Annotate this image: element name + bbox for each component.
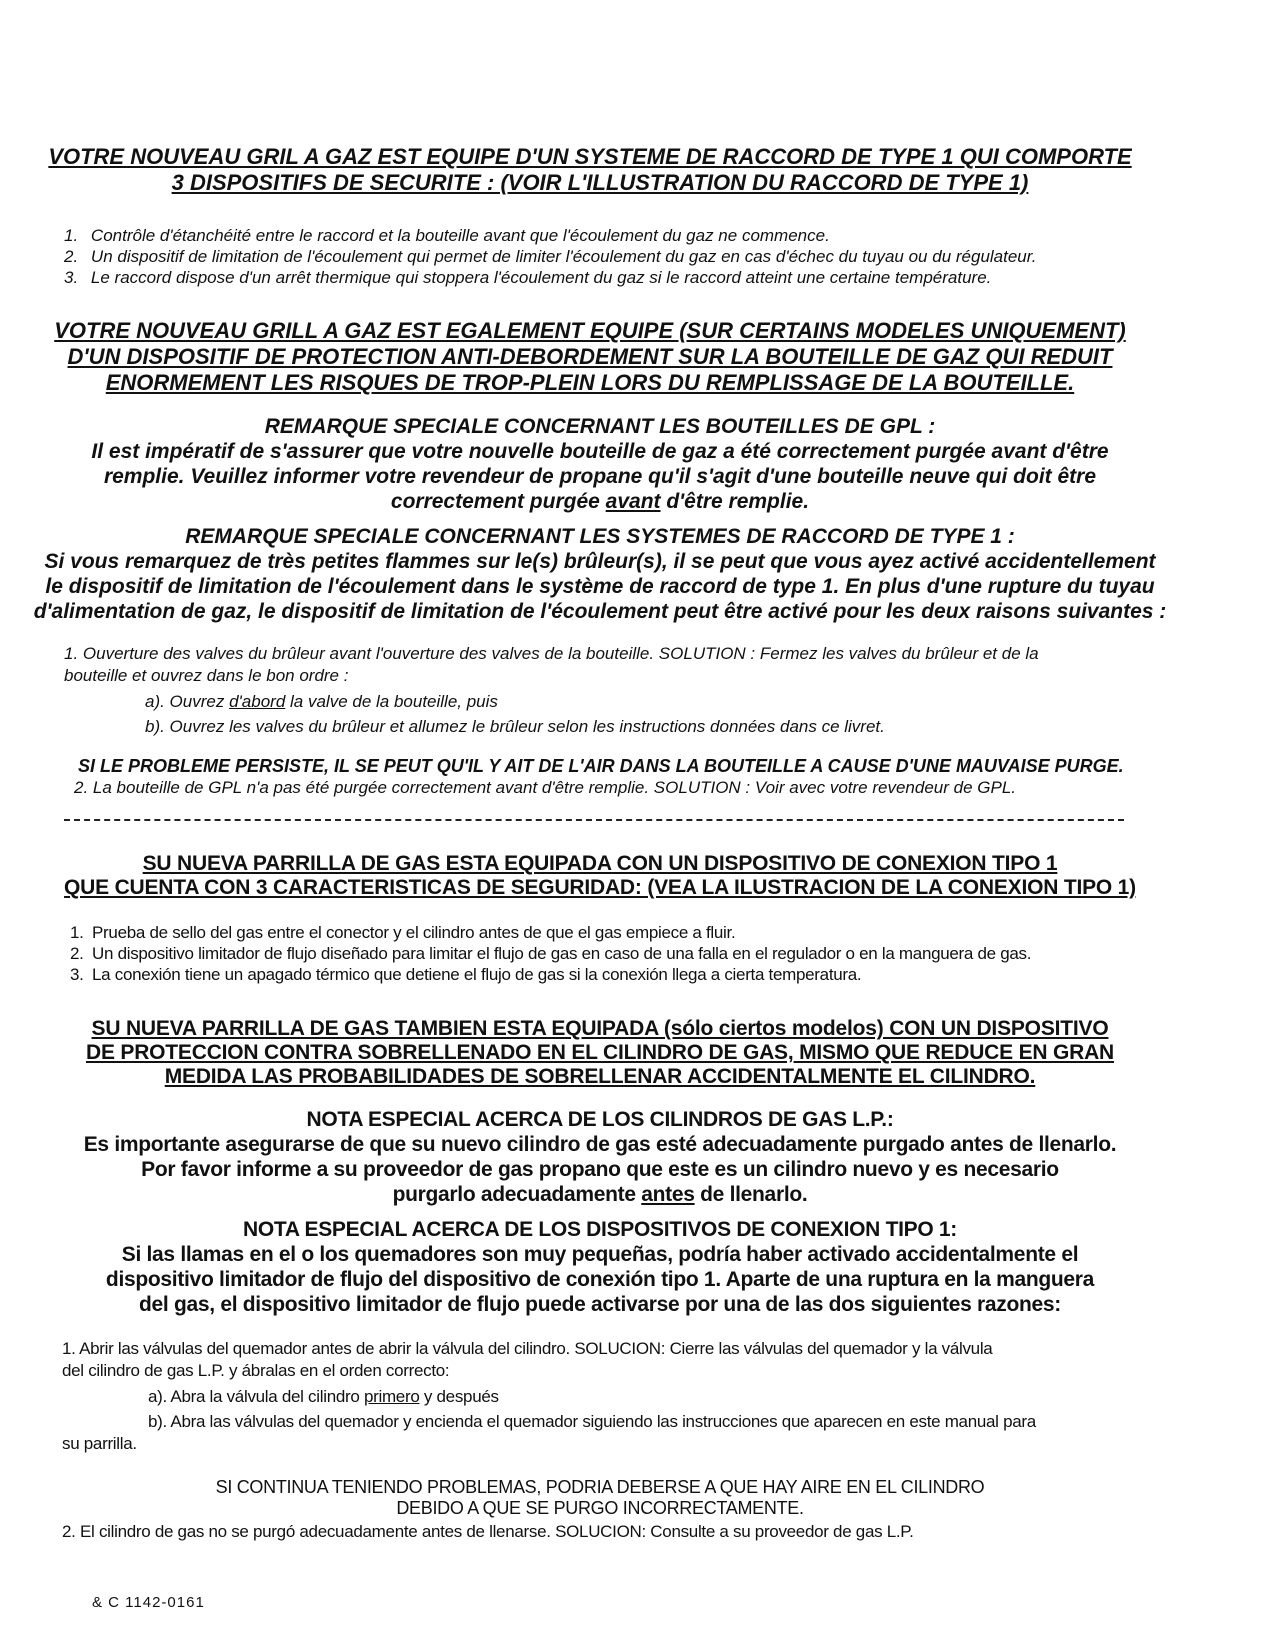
fr-heading-line-1: VOTRE NOUVEAU GRIL A GAZ EST EQUIPE D'UN SYSTEME DE RACCORD DE TYPE 1 QUI COMPORTE [48, 144, 1132, 169]
es-heading2-line-1: SU NUEVA PARRILLA DE GAS TAMBIEN ESTA EQUIPADA (sólo ciertos modelos) CON UN DISPOSITIVO [91, 1017, 1109, 1040]
es-nota1-title: NOTA ESPECIAL ACERCA DE LOS CILINDROS DE GAS L.P.: [306, 1108, 894, 1131]
list-number: 3. [64, 268, 79, 287]
es-step-b: b). Abra las válvulas del quemador y encienda el quemador siguiendo las instrucciones que aparecen en este manual para [148, 1412, 1036, 1431]
emphasis-primero: primero [363, 1387, 420, 1406]
fr-remark1-line: remplie. Veuillez informer votre revendeur de propane qu'il s'agit d'une bouteille neuve qui doit être [103, 465, 1097, 488]
list-number: 3. [70, 965, 84, 984]
es-continua-line-2: DEBIDO A QUE SE PURGO INCORRECTAMENTE. [396, 1498, 804, 1518]
es-step-b-continuation: su parrilla. [62, 1434, 137, 1453]
es-heading2-line-2: DE PROTECCION CONTRA SOBRELLENADO EN EL CILINDRO DE GAS, MISMO QUE REDUCE EN GRAN [85, 1041, 1115, 1064]
list-text: Le raccord dispose d'un arrêt thermique qui stoppera l'écoulement du gaz si le raccord atteint une certaine température. [90, 268, 992, 287]
es-list-item [70, 964, 861, 986]
fr-heading2-line-3: ENORMEMENT LES RISQUES DE TROP-PLEIN LORS DU REMPLISSAGE DE LA BOUTEILLE. [105, 370, 1075, 395]
fr-list-item [64, 225, 830, 247]
fr-step-b: b). Ouvrez les valves du brûleur et allumez le brûleur selon les instructions données dans ce livret. [145, 717, 885, 736]
es-list-item [70, 943, 1031, 965]
fr-remark2-line: Si vous remarquez de très petites flammes sur le(s) brûleur(s), il se peut que vous ayez activé accidentellement [44, 550, 1156, 573]
fr-heading-line-2: 3 DISPOSITIFS DE SECURITE : (VOIR L'ILLUSTRATION DU RACCORD DE TYPE 1) [171, 170, 1029, 195]
fr-remark1-last-line: correctement purgée avant d'être remplie. [390, 490, 810, 513]
section-divider [64, 819, 1124, 821]
fr-step-a: a). Ouvrez d'abord la valve de la bouteille, puis [145, 692, 498, 711]
es-continua-line-1: SI CONTINUA TENIENDO PROBLEMAS, PODRIA DEBERSE A QUE HAY AIRE EN EL CILINDRO [215, 1477, 985, 1497]
list-number: 2. [70, 944, 84, 963]
emphasis-dabord: d'abord [229, 692, 286, 711]
es-step-a: a). Abra la válvula del cilindro primero y después [148, 1387, 499, 1406]
list-number: 2. [64, 247, 79, 266]
fr-remark2-title: REMARQUE SPECIALE CONCERNANT LES SYSTEMES DE RACCORD DE TYPE 1 : [185, 525, 1015, 548]
es-nota1-line: Es importante asegurarse de que su nuevo cilindro de gas esté adecuadamente purgado antes de llenarlo. [83, 1133, 1117, 1156]
emphasis-avant: avant [605, 490, 661, 513]
es-reason2: 2. El cilindro de gas no se purgó adecuadamente antes de llenarse. SOLUCION: Consulte a su proveedor de gas L.P. [62, 1522, 914, 1541]
fr-reason1-line-2: bouteille et ouvrez dans le bon ordre : [64, 666, 349, 685]
es-reason1-line-2: del cilindro de gas L.P. y ábralas en el orden correcto: [62, 1361, 450, 1380]
list-text: Un dispositif de limitation de l'écoulement qui permet de limiter l'écoulement du gaz en cas d'échec du tuyau ou du régulateur. [90, 247, 1037, 266]
fr-list-item [64, 246, 1037, 268]
list-text: Un dispositivo limitador de flujo diseñado para limitar el flujo de gas en caso de una falla en el regulador o en la manguera de gas. [92, 944, 1032, 963]
fr-reason2: 2. La bouteille de GPL n'a pas été purgée correctement avant d'être remplie. SOLUTION : Voir avec votre revendeur de GPL. [74, 778, 1016, 797]
es-reason1-line-1: 1. Abrir las válvulas del quemador antes de abrir la válvula del cilindro. SOLUCION: Cierre las válvulas del quemador y la válvula [62, 1339, 993, 1358]
es-nota2-line: Si las llamas en el o los quemadores son muy pequeñas, podría haber activado accidentalmente el [121, 1243, 1079, 1266]
list-text: Contrôle d'étanchéité entre le raccord et la bouteille avant que l'écoulement du gaz ne commence. [90, 226, 830, 245]
emphasis-antes: antes [641, 1183, 695, 1206]
es-nota2-line: dispositivo limitador de flujo del dispositivo de conexión tipo 1. Aparte de una ruptura en la manguera [105, 1268, 1095, 1291]
fr-remark1-line: Il est impératif de s'assurer que votre nouvelle bouteille de gaz a été correctement purgée avant d'être [91, 440, 1109, 463]
fr-heading2-line-1: VOTRE NOUVEAU GRILL A GAZ EST EGALEMENT EQUIPE (SUR CERTAINS MODELES UNIQUEMENT) [54, 318, 1126, 343]
es-list-item [70, 922, 735, 944]
es-heading-line-1: SU NUEVA PARRILLA DE GAS ESTA EQUIPADA CON UN DISPOSITIVO DE CONEXION TIPO 1 [142, 852, 1058, 875]
list-text: Prueba de sello del gas entre el conector y el cilindro antes de que el gas empiece a fluir. [92, 923, 736, 942]
document-code: & C 1142-0161 [92, 1594, 205, 1611]
fr-reason1-line-1: 1. Ouverture des valves du brûleur avant l'ouverture des valves de la bouteille. SOLUTION : Fermez les valves du brûleur et de la [64, 644, 1039, 663]
list-text: La conexión tiene un apagado térmico que detiene el flujo de gas si la conexión llega a cierta temperatura. [92, 965, 862, 984]
fr-heading2-line-2: D'UN DISPOSITIF DE PROTECTION ANTI-DEBORDEMENT SUR LA BOUTEILLE DE GAZ QUI REDUIT [67, 344, 1113, 369]
fr-remark2-line: le dispositif de limitation de l'écoulement dans le système de raccord de type 1. En plus d'une rupture du tuyau [45, 575, 1155, 598]
es-heading-line-2: QUE CUENTA CON 3 CARACTERISTICAS DE SEGURIDAD: (VEA LA ILUSTRACION DE LA CONEXION TIPO 1) [64, 876, 1136, 899]
es-nota2-title: NOTA ESPECIAL ACERCA DE LOS DISPOSITIVOS DE CONEXION TIPO 1: [243, 1218, 957, 1241]
list-number: 1. [70, 923, 84, 942]
list-number: 1. [64, 226, 79, 245]
fr-remark1-title: REMARQUE SPECIALE CONCERNANT LES BOUTEILLES DE GPL : [264, 415, 936, 438]
fr-list-item [64, 267, 991, 289]
fr-persist-warning: SI LE PROBLEME PERSISTE, IL SE PEUT QU'IL Y AIT DE L'AIR DANS LA BOUTEILLE A CAUSE D'UNE MAUVAISE PURGE. [78, 756, 1124, 776]
es-nota1-last-line: purgarlo adecuadamente antes de llenarlo. [392, 1183, 808, 1206]
es-nota1-line: Por favor informe a su proveedor de gas propano que este es un cilindro nuevo y es necesario [141, 1158, 1059, 1181]
es-heading2-line-3: MEDIDA LAS PROBABILIDADES DE SOBRELLENAR ACCIDENTALMENTE EL CILINDRO. [164, 1065, 1036, 1088]
fr-remark2-line: d'alimentation de gaz, le dispositif de limitation de l'écoulement peut être activé pour les deux raisons suivantes : [33, 600, 1167, 623]
es-nota2-line: del gas, el dispositivo limitador de flujo puede activarse por una de las dos siguientes razones: [139, 1293, 1061, 1316]
